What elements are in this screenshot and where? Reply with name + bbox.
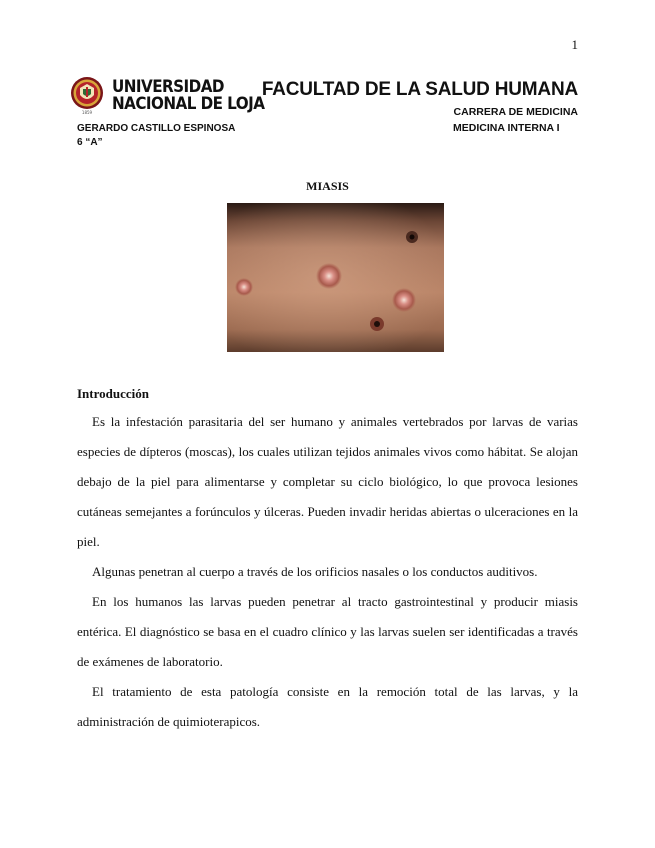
career-name: CARRERA DE MEDICINA (453, 106, 578, 118)
document-title: MIASIS (306, 179, 349, 193)
section-heading-introduction: Introducción (77, 386, 149, 401)
paragraph: En los humanos las larvas pueden penetrar al tracto gastrointestinal y producir miasis entérica. El diagnóstico se basa en el cuadro clínico y las larvas suelen ser identificadas a través de exámenes de laboratorio. (77, 594, 578, 669)
group-label: 6 “A” (77, 137, 103, 148)
body-text (77, 407, 578, 737)
university-name-line1: UNIVERSIDAD (112, 77, 224, 96)
university-seal-icon (70, 75, 106, 115)
paragraph: Es la infestación parasitaria del ser humano y animales vertebrados por larvas de varias especies de dípteros (moscas), los cuales utilizan tejidos animales vivos como hábitat. Se alojan debajo de la piel para alimentarse y completar su ciclo biológico, lo que provoca lesiones cutáneas semejantes a forúnculos y úlceras. Pueden invadir heridas abiertas o ulceraciones en la piel. (77, 414, 578, 549)
paragraph: Algunas penetran al cuerpo a través de los orificios nasales o los conductos auditivos. (92, 564, 538, 579)
svg-text:1859: 1859 (81, 110, 93, 115)
faculty-title: FACULTAD DE LA SALUD HUMANA (261, 79, 578, 100)
university-name-line2: NACIONAL DE LOJA (112, 94, 265, 113)
page-number: 1 (571, 37, 578, 52)
author-name: GERARDO CASTILLO ESPINOSA (77, 123, 236, 134)
myiasis-skin-photo (227, 203, 444, 352)
course-name: MEDICINA INTERNA I (453, 122, 560, 134)
university-name (112, 78, 264, 112)
paragraph: El tratamiento de esta patología consiste en la remoción total de las larvas, y la administración de quimioterapicos. (77, 684, 578, 729)
